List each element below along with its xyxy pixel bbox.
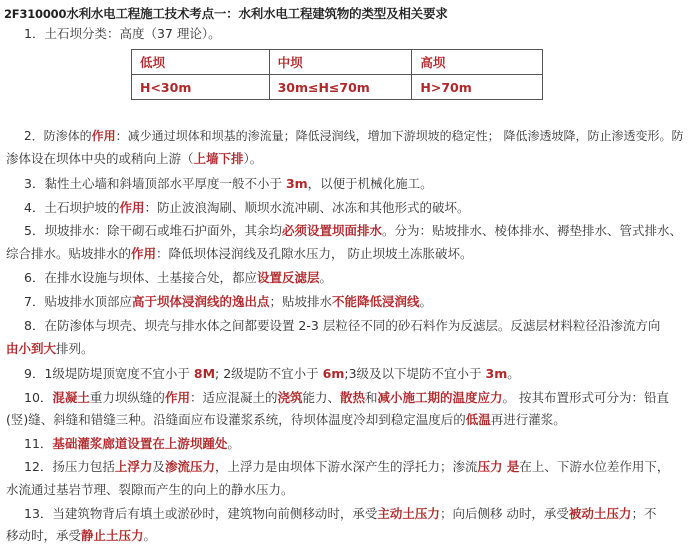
text: 12．扬压力包括 (24, 459, 115, 474)
highlight: 3m (485, 366, 508, 381)
text: 。 (143, 528, 157, 543)
item-2-line-2 (6, 151, 262, 167)
text: ，以便于机械化施工。 (307, 176, 433, 191)
text: 。 (227, 436, 240, 451)
text: 4．土石坝护坡的 (24, 200, 120, 215)
highlight: 3m (285, 176, 308, 191)
highlight: 散热 (340, 390, 366, 405)
text: 渗体设在坝体中央的或稍向上游（ (6, 151, 194, 166)
table-cell: H<30m (132, 75, 270, 100)
item-2-line-1 (24, 128, 683, 144)
text: ；不 (631, 506, 657, 521)
highlight: 作用 (164, 390, 190, 405)
text: 。 (507, 366, 520, 381)
item-6 (24, 270, 332, 286)
item-11 (24, 436, 240, 452)
text: 6．在排水设施与坝体、土基接合处，都应 (24, 270, 257, 285)
text: 再进行灌浆。 (490, 412, 566, 427)
highlight: 设置反滤层 (256, 270, 320, 285)
item-5-line-2 (6, 246, 473, 262)
highlight: 渗流压力 (164, 459, 215, 474)
table-row (132, 75, 543, 100)
item-5-line-1 (24, 223, 682, 239)
highlight: 作用 (91, 129, 116, 143)
item-10-line-1 (24, 390, 669, 406)
highlight: 作用 (119, 200, 145, 215)
text: 8．在防渗体与坝壳、坝壳与排水体之间都要设置 2-3 层粒径不同的砂石料作为反滤层。反滤层材料粒径沿渗流方向 (24, 318, 661, 333)
text: 重力坝纵缝的 (89, 390, 165, 405)
text: 2．防渗体的 (24, 129, 92, 143)
text: ）。 (243, 151, 263, 166)
highlight: 作用 (131, 246, 157, 261)
item-13-line-1 (24, 506, 656, 522)
item-8-line-1 (24, 318, 660, 334)
highlight: 必须设置坝面排水 (281, 223, 382, 238)
text: ：降低坝体浸润线及孔隙水压力， 防止坝坡土冻胀破坏。 (156, 246, 473, 261)
text: ; 2级堤防不宜小于 (215, 366, 323, 381)
text: (竖)缝、斜缝和错缝三种。沿缝面应布设灌浆系统，待坝体温度冷却到稳定温度后的 (6, 412, 466, 427)
item-8-line-2 (6, 341, 94, 357)
text: 及 (152, 459, 165, 474)
text: 在上、下游水位差作用下， (519, 459, 670, 474)
text: ，上浮力是由坝体下游水深产生的浮托力；渗流 (214, 459, 478, 474)
highlight: 低温 (465, 412, 491, 427)
text: 。 (319, 270, 332, 285)
text: 11． (24, 436, 53, 451)
item-1: 1．土石坝分类：高度（37 理论）。 (24, 26, 221, 41)
highlight: 被动土压力 (568, 506, 632, 521)
text: 3．黏性土心墙和斜墙顶部水平厚度一般不小于 (24, 176, 286, 191)
table-header-row (132, 50, 543, 75)
title-code: 2F310000 (4, 7, 67, 21)
item-9 (24, 366, 520, 382)
text: ：减少通过坝体和坝基的渗流量；降低浸润线，增加下游坝坡的稳定性； 降低渗透坡降，防止渗透变形。防 (115, 129, 684, 143)
item-7 (24, 294, 432, 310)
highlight: 6m (322, 366, 345, 381)
text: 能力、 (302, 390, 340, 405)
highlight: 浇筑 (277, 390, 303, 405)
text: 排列。 (56, 341, 94, 356)
table-cell: H>70m (412, 75, 543, 100)
highlight: 高于坝体浸润线的逸出点 (131, 294, 270, 309)
text: 和 (365, 390, 378, 405)
item-12-line-2 (6, 482, 294, 498)
table-header-cell: 中坝 (269, 50, 412, 75)
title-text-2: 水利水电工程建筑物的类型及相关要求 (238, 6, 448, 21)
text: ：防止波浪淘刷、顺坝水流冲刷、冰冻和其他形式的破坏。 (144, 200, 470, 215)
highlight: 静止土压力 (81, 528, 144, 543)
highlight: 上浮力 (114, 459, 153, 474)
text: ；贴坡排水 (269, 294, 332, 309)
text: ：适应混凝土的 (189, 390, 278, 405)
text: 综合排水。贴坡排水的 (6, 246, 132, 261)
item-3 (24, 176, 433, 192)
item-10-line-2 (6, 412, 566, 428)
highlight: 基础灌浆廊道设置在上游坝踵处 (52, 436, 228, 451)
highlight: 8M (193, 366, 216, 381)
text: ;3级及以下堤防不宜小于 (344, 366, 486, 381)
text: 9．1级堤防堤顶宽度不宜小于 (24, 366, 194, 381)
text: 13．当建筑物背后有填土或淤砂时，建筑物向前侧移动时，承受 (24, 506, 378, 521)
title-text-1: 水利水电工程施工技术考点一： (66, 6, 239, 21)
text: 。 (419, 294, 433, 309)
text: 7．贴坡排水顶部应 (24, 294, 132, 309)
highlight: 是 (502, 459, 520, 474)
text: ；向后侧移 动时，承受 (439, 506, 569, 521)
text: 10． (24, 390, 53, 405)
highlight: 减小施工期的温度应力 (377, 390, 503, 405)
text: 水流通过基岩节理、裂隙而产生的向上的静水压力。 (6, 482, 294, 497)
highlight: 上墙下排 (193, 151, 244, 166)
dam-height-table (131, 49, 543, 100)
highlight: 不能降低浸润线 (332, 294, 420, 309)
table-header-cell: 高坝 (412, 50, 543, 75)
highlight: 主动土压力 (377, 506, 440, 521)
item-12-line-1 (24, 459, 669, 475)
text: 移动时，承受 (6, 528, 82, 543)
text: 。 按其布置形式可分为：铅直 (502, 390, 670, 405)
text: 5．坝坡排水：除干砌石或堆石护面外，其余均 (24, 223, 282, 238)
highlight: 由小到大 (6, 341, 57, 356)
highlight: 压力 (477, 459, 503, 474)
item-13-line-2 (6, 528, 156, 544)
item-4 (24, 200, 470, 216)
table-cell: 30m≤H≤70m (269, 75, 412, 100)
text: 。分为：贴坡排水、棱体排水、褥垫排水、管式排水、 (381, 223, 682, 238)
table-header-cell: 低坝 (132, 50, 270, 75)
section-title (4, 4, 448, 22)
highlight: 混凝土 (52, 390, 90, 405)
